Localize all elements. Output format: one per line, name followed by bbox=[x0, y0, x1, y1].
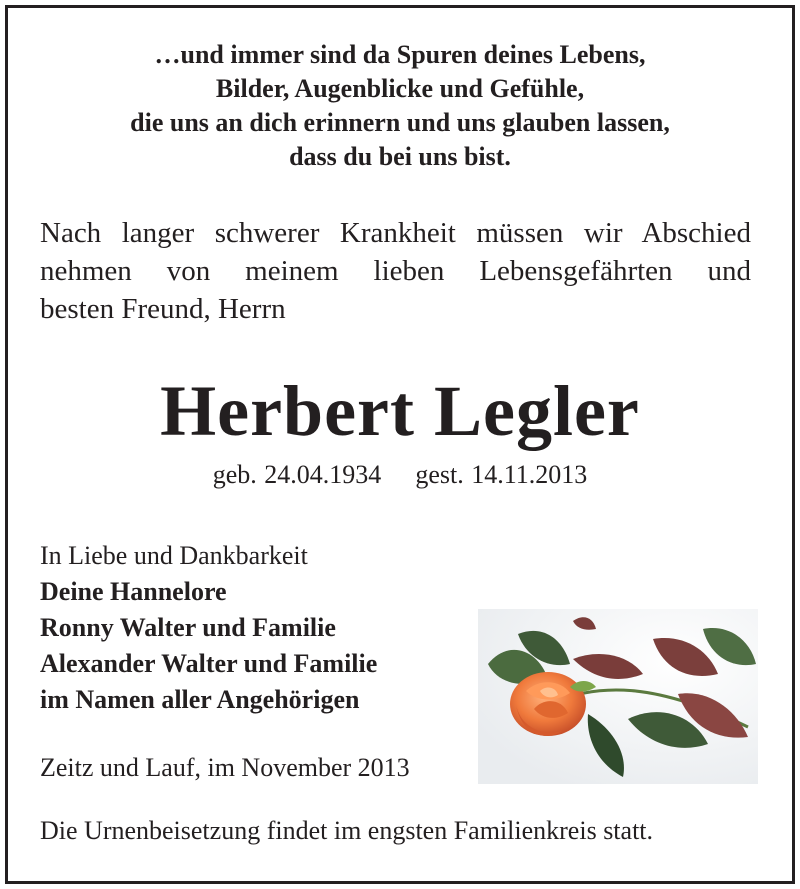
intro-line: Nach langer schwerer Krankheit müssen wir Abschied bbox=[40, 217, 751, 249]
signer-name: Alexander Walter und Familie bbox=[40, 649, 378, 678]
signer-name: Ronny Walter und Familie bbox=[40, 613, 336, 642]
verse-line: Bilder, Augenblicke und Gefühle, bbox=[215, 74, 585, 103]
signers-greeting: In Liebe und Dankbarkeit bbox=[40, 541, 308, 570]
verse bbox=[0, 38, 800, 174]
birth-date: geb. 24.04.1934 bbox=[212, 460, 382, 489]
place-date: Zeitz und Lauf, im November 2013 bbox=[40, 753, 410, 782]
life-dates bbox=[0, 459, 800, 491]
intro-line: nehmen von meinem lieben Lebensgefährten und bbox=[40, 255, 751, 287]
deceased-name: Herbert Legler bbox=[160, 371, 640, 451]
signers bbox=[40, 538, 377, 718]
intro-line: besten Freund, Herrn bbox=[40, 293, 286, 325]
rose-image bbox=[478, 609, 758, 784]
verse-line: …und immer sind da Spuren deines Lebens, bbox=[154, 40, 646, 69]
signer-name: im Namen aller Angehörigen bbox=[40, 685, 360, 714]
verse-line: dass du bei uns bist. bbox=[289, 142, 511, 171]
intro-text bbox=[40, 214, 751, 328]
footer-note: Die Urnenbeisetzung findet im engsten Familienkreis statt. bbox=[40, 816, 654, 845]
signer-name: Deine Hannelore bbox=[40, 577, 227, 606]
death-date: gest. 14.11.2013 bbox=[415, 460, 588, 489]
verse-line: die uns an dich erinnern und uns glauben lassen, bbox=[130, 108, 670, 137]
